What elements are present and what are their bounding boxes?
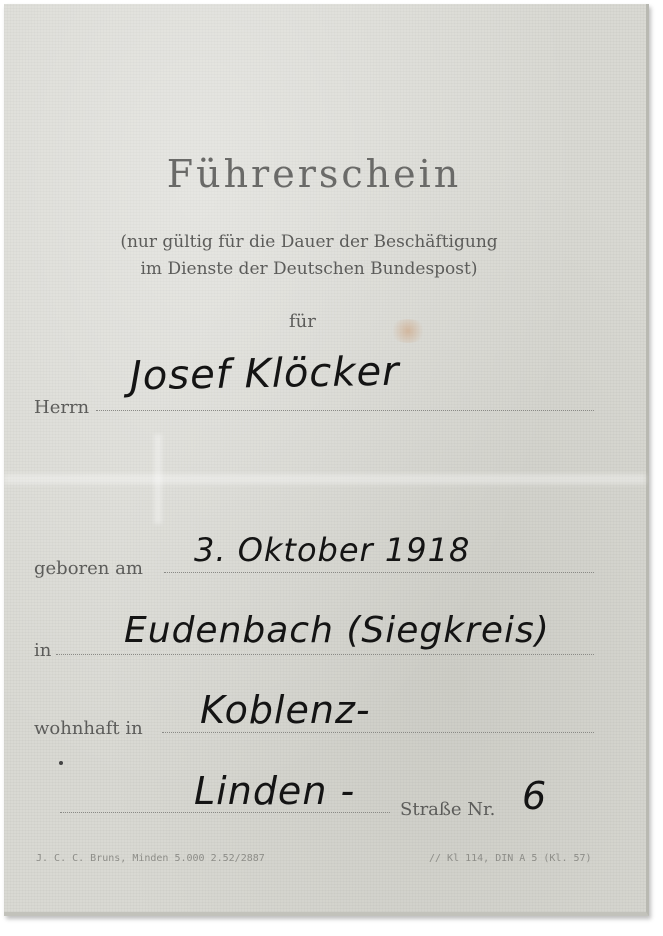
residence-label: wohnhaft in: [34, 718, 143, 739]
license-card: [4, 4, 649, 916]
birthplace-handwritten: Eudenbach (Siegkreis): [124, 610, 550, 651]
residence-handwritten: Koblenz-: [200, 688, 371, 732]
printer-imprint: J. C. C. Bruns, Minden 5.000 2.52/2887: [36, 853, 265, 864]
subtitle-line-2: im Dienste der Deutschen Bundespost): [140, 259, 478, 279]
for-label: für: [289, 311, 316, 332]
rust-stain: [389, 319, 427, 343]
street-number-label: Straße Nr.: [400, 799, 496, 820]
herrn-label: Herrn: [34, 397, 90, 418]
birthplace-dotted-line: [56, 654, 594, 655]
name-handwritten: Josef Klöcker: [129, 348, 400, 400]
born-label: geboren am: [34, 558, 143, 579]
street-number-handwritten: 6: [522, 774, 548, 818]
fold-crease: [4, 474, 646, 484]
name-dotted-line: [96, 410, 594, 411]
street-handwritten: Linden -: [194, 769, 356, 813]
document-title: Führerschein: [166, 152, 462, 196]
residence-dotted-line: [162, 732, 594, 733]
form-number: // Kl 114, DIN A 5 (Kl. 57): [429, 853, 592, 864]
in-label: in: [34, 640, 52, 661]
fold-crease: [154, 434, 162, 524]
birth-date-handwritten: 3. Oktober 1918: [194, 531, 471, 569]
subtitle-line-1: (nur gültig für die Dauer der Beschäftigung: [120, 232, 498, 252]
ink-dot: [59, 761, 63, 765]
born-dotted-line: [164, 572, 594, 573]
